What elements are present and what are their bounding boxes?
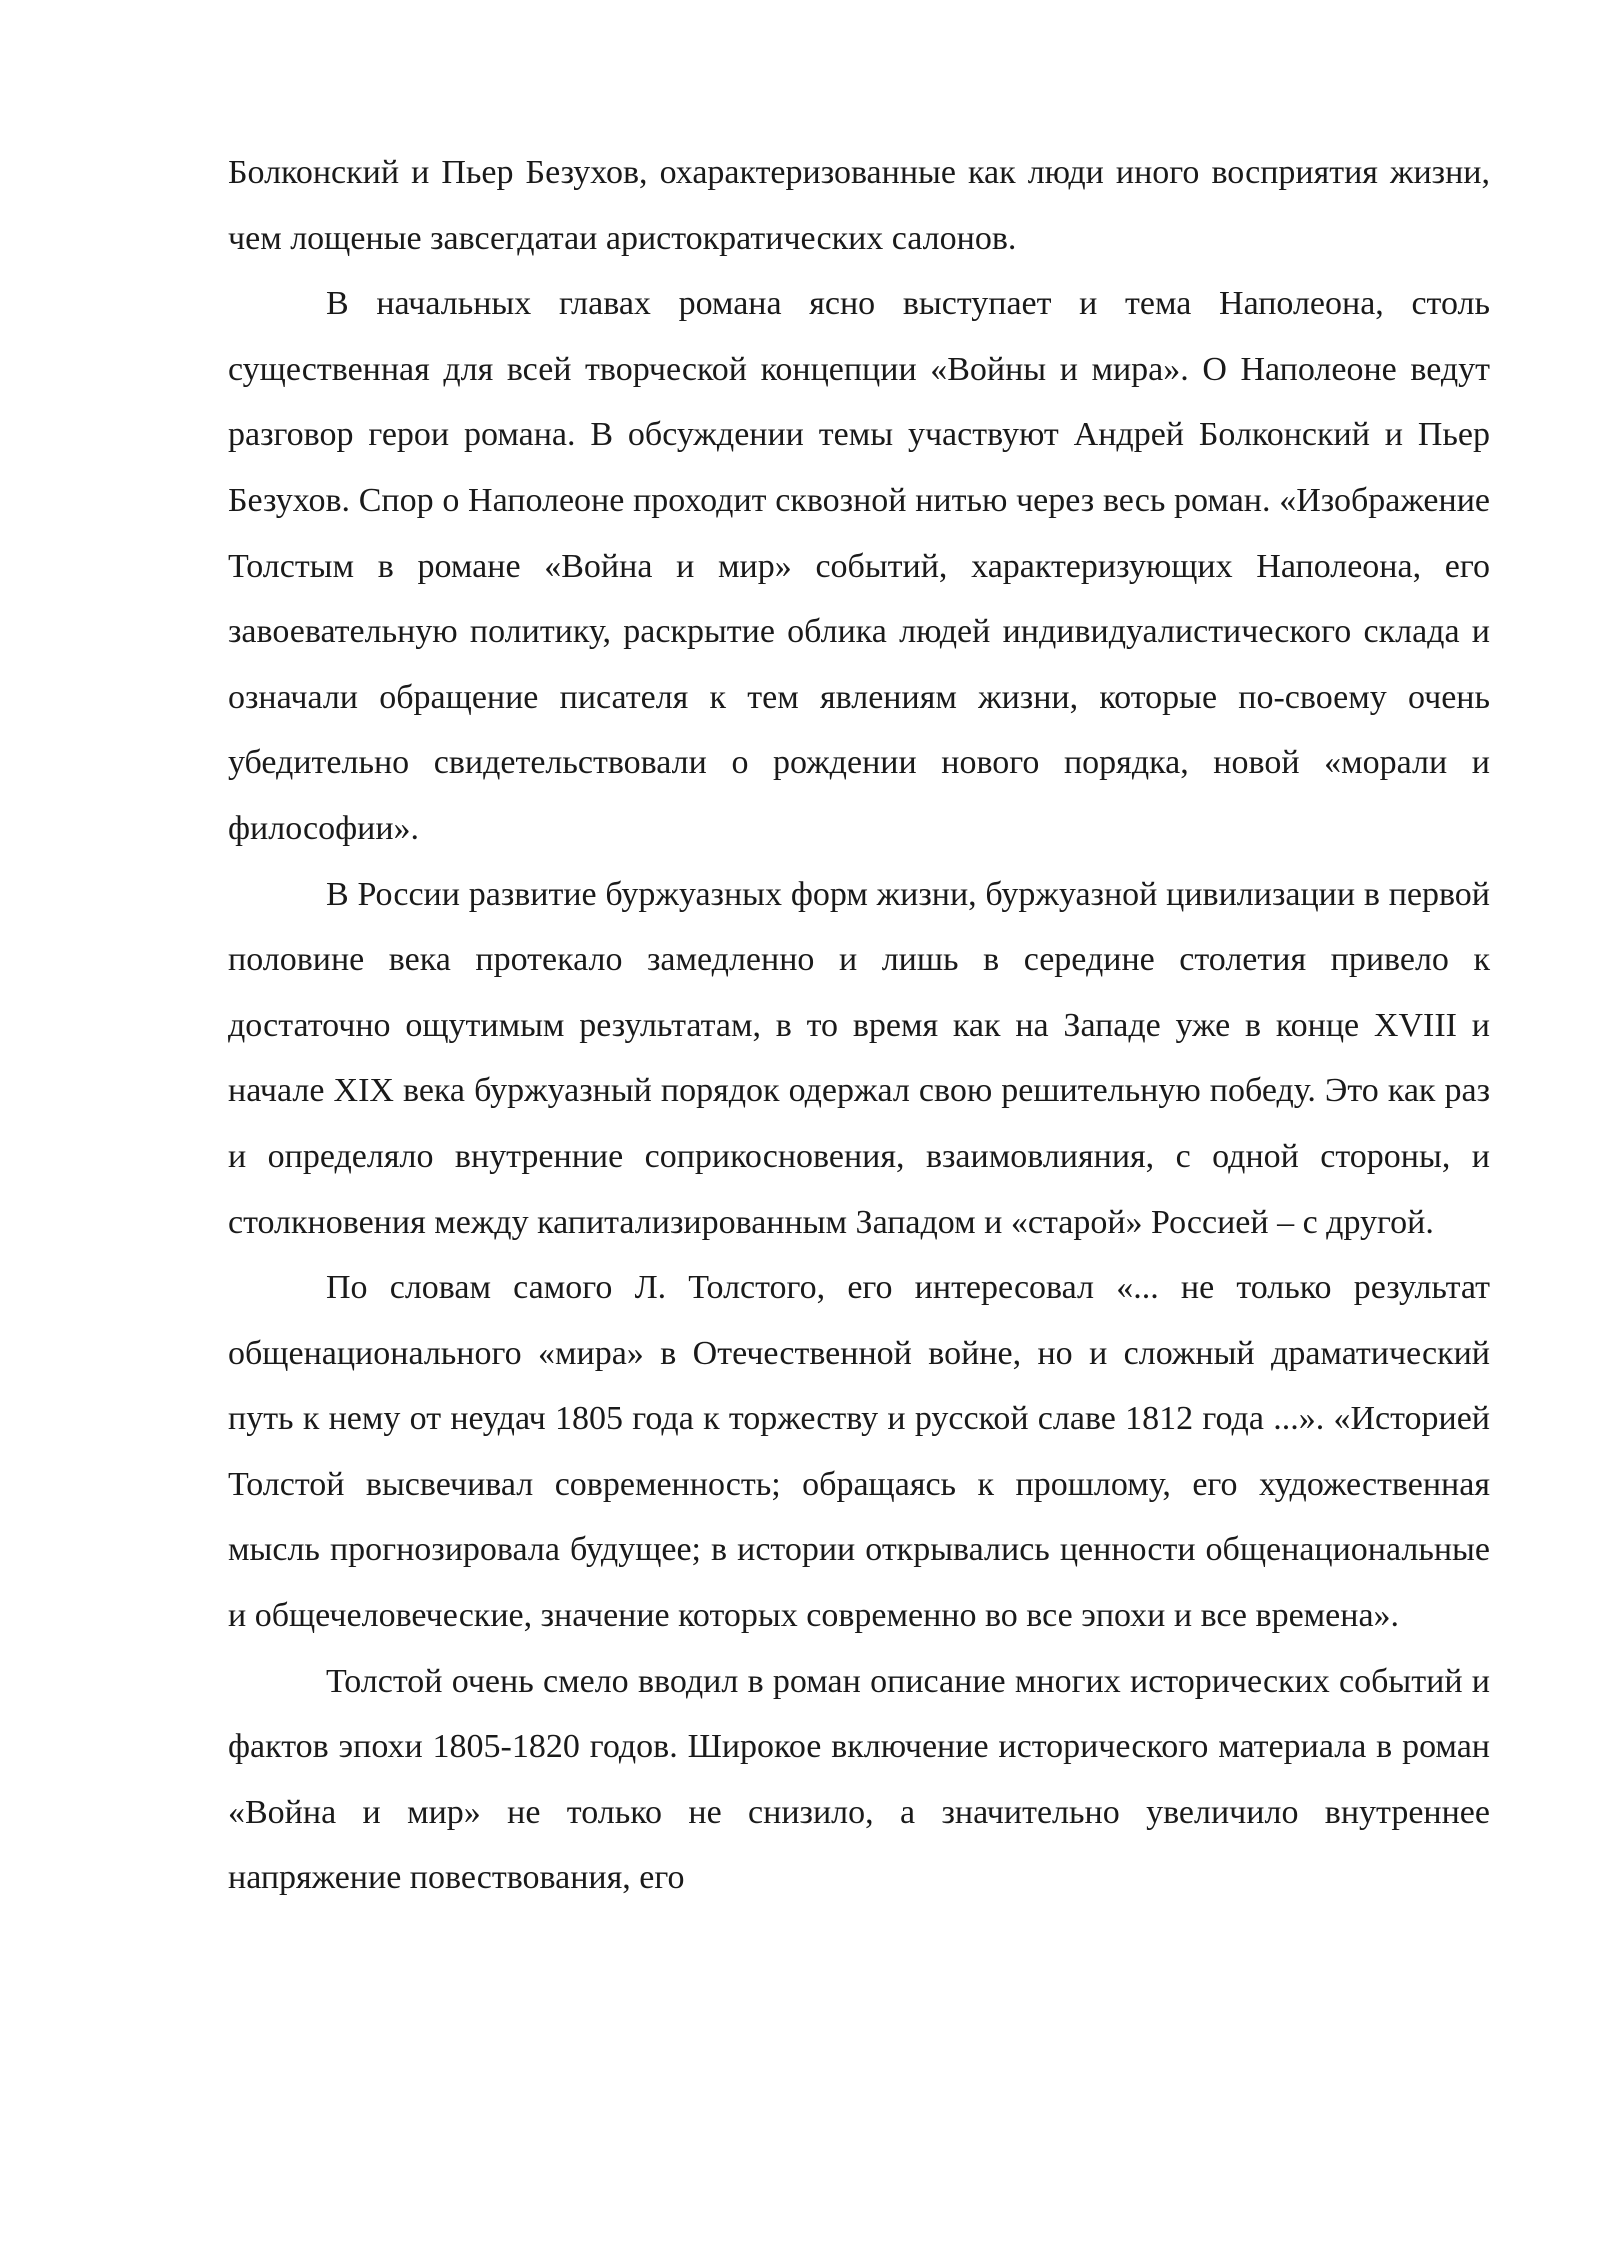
paragraph-3: В России развитие буржуазных форм жизни, буржуазной цивилизации в первой половине века протекало замедленно и лишь в середине столетия привело к достаточно ощутимым результатам, в то время как на Западе уже в конце XVIII и начале XIX века буржуазный порядок одержал свою решительную победу. Это как раз и определяло внутренние соприкосновения, взаимовлияния, с одной стороны, и столкновения между капитализированным Западом и «старой» Россией – с другой. [228,875,1490,1241]
document-body [228,140,1490,1911]
paragraph-2: В начальных главах романа ясно выступает и тема Наполеона, столь существенная для всей творческой концепции «Войны и мира». О Наполеоне ведут разговор герои романа. В обсуждении темы участвуют Андрей Болконский и Пьер Безухов. Спор о Наполеоне проходит сквозной нитью через весь роман. «Изображение Толстым в романе «Война и мир» событий, характеризующих Наполеона, его завоевательную политику, раскрытие облика людей индивидуалистического склада и означали обращение писателя к тем явлениям жизни, которые по-своему очень убедительно свидетельствовали о рождении нового порядка, новой «морали и философии». [228,285,1490,847]
paragraph-1: Болконский и Пьер Безухов, охарактеризованные как люди иного восприятия жизни, чем лощеные завсегдатаи аристократических салонов. [228,154,1490,257]
paragraph-4: По словам самого Л. Толстого, его интересовал «... не только результат общенационального «мира» в Отечественной войне, но и сложный драматический путь к нему от неудач 1805 года к торжеству и русской славе 1812 года ...». «Историей Толстой высвечивал современность; обращаясь к прошлому, его художественная мысль прогнозировала будущее; в истории открывались ценности общенациональные и общечеловеческие, значение которых современно во все эпохи и все времена». [228,1269,1490,1635]
paragraph-5: Толстой очень смело вводил в роман описание многих исторических событий и фактов эпохи 1805-1820 годов. Широкое включение исторического материала в роман «Война и мир» не только не снизило, а значительно увеличило внутреннее напряжение повествования, его [228,1662,1490,1897]
